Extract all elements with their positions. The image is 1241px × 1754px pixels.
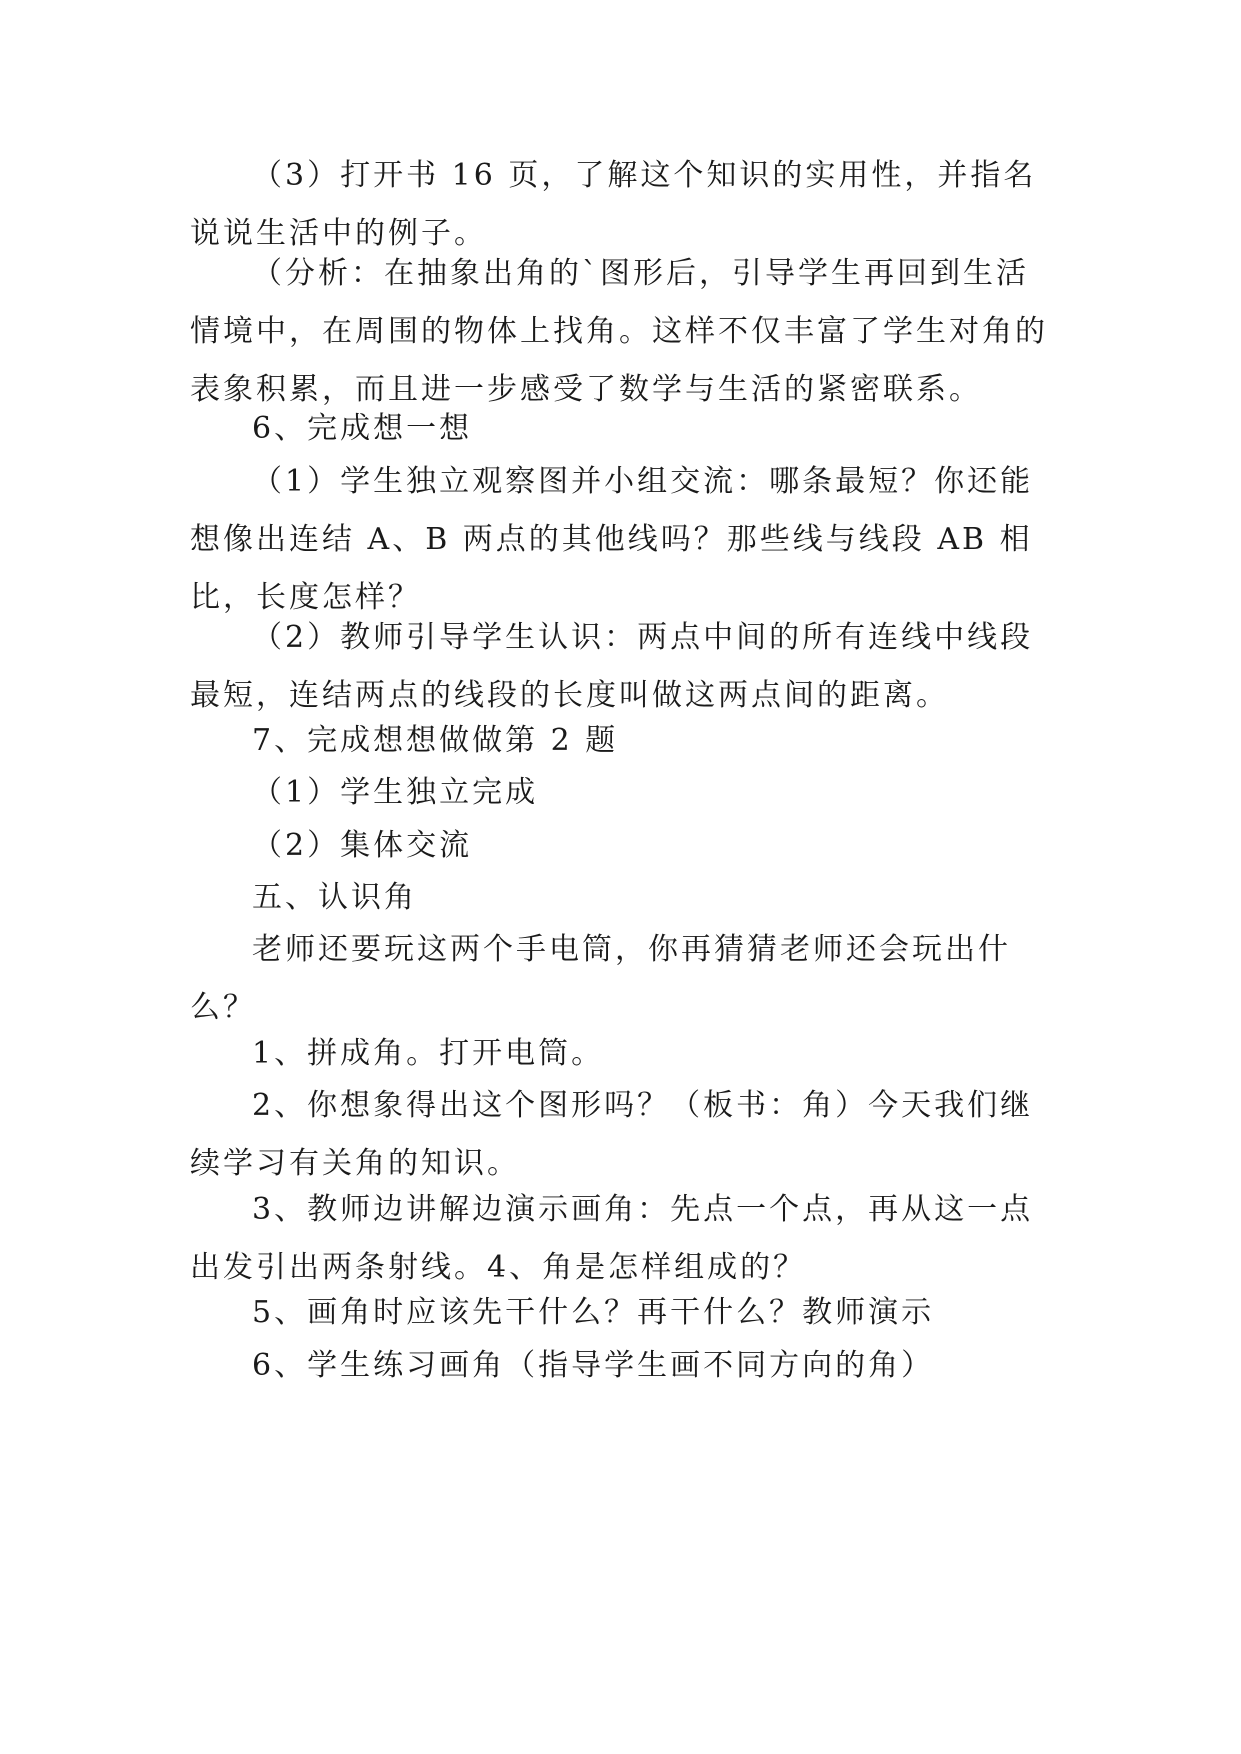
paragraph-teacher-guide: （2）教师引导学生认识：两点中间的所有连线中线段最短，连结两点的线段的长度叫做这两点间的距离。 xyxy=(190,620,1034,713)
paragraph-practice: 6、学生练习画角（指导学生画不同方向的角） xyxy=(252,1348,935,1383)
paragraph-analysis: （分析：在抽象出角的`图形后，引导学生再回到生活情境中，在周围的物体上找角。这样不仅丰富了学生对角的表象积累，而且进一步感受了数学与生活的紧密联系。 xyxy=(190,256,1048,407)
heading-complete-think: 6、完成想一想 xyxy=(252,411,473,446)
paragraph-observe-figure: （1）学生独立观察图并小组交流：哪条最短？你还能想像出连结 A、B 两点的其他线吗？那些线与线段 AB 相比，长度怎样？ xyxy=(190,464,1034,615)
paragraph-draw-order: 5、画角时应该先干什么？再干什么？教师演示 xyxy=(252,1295,935,1330)
paragraph-open-book: （3）打开书 16 页，了解这个知识的实用性，并指名说说生活中的例子。 xyxy=(190,158,1037,251)
paragraph-imagine-shape: 2、你想象得出这个图形吗？（板书：角）今天我们继续学习有关角的知识。 xyxy=(190,1088,1034,1181)
paragraph-form-angle: 1、拼成角。打开电筒。 xyxy=(252,1036,605,1071)
heading-know-angle: 五、认识角 xyxy=(252,880,417,915)
paragraph-draw-angle-demo: 3、教师边讲解边演示画角：先点一个点，再从这一点出发引出两条射线。4、角是怎样组成的？ xyxy=(190,1192,1034,1285)
paragraph-flashlight: 老师还要玩这两个手电筒，你再猜猜老师还会玩出什么？ xyxy=(190,932,1011,1025)
paragraph-independent: （1）学生独立完成 xyxy=(252,775,539,810)
paragraph-collective: （2）集体交流 xyxy=(252,828,473,863)
heading-exercise-2: 7、完成想想做做第 2 题 xyxy=(252,723,619,758)
